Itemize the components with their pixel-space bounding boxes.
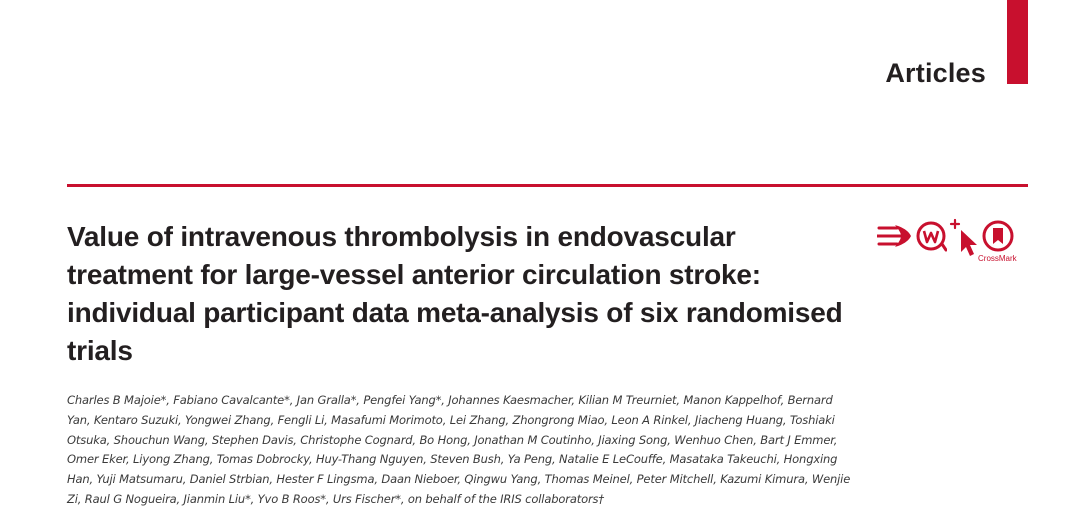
web-first-icon [915,220,947,252]
journal-color-tab [1007,0,1028,84]
article-title: Value of intravenous thrombolysis in endovascular treatment for large-vessel anterior circulation stroke: individual participant data meta-analysis of six randomised trials [67,221,843,366]
article-badges [877,218,1027,266]
section-label: Articles [885,58,986,88]
cursor-click-icon [949,218,977,258]
crossmark-label: CrossMark [978,254,1017,263]
crossmark-icon [982,220,1014,252]
lancet-fast-track-icon [877,222,913,250]
author-list: Charles B Majoie*, Fabiano Cavalcante*, Jan Gralla*, Pengfei Yang*, Johannes Kaesmacher, Kilian M Treurniet, Manon Kappelhof, Bernard Yan, Kentaro Suzuki, Yongwei Zhang, Fengli Li, Masafumi Morimoto, Lei Zhang, Zhongrong Miao, Leon A Rinkel, Jiacheng Huang, Toshiaki Otsuka, Shouchun Wang, Stephen Davis, Christophe Cognard, Bo Hong, Jonathan M Coutinho, Jiaxing Song, Wenhuo Chen, Bart J Emmer, Omer Eker, Liyong Zhang, Tomas Dobrocky, Huy-Thang Nguyen, Steven Bush, Ya Peng, Natalie E LeCouffe, Masataka Takeuchi, Hongxing Han, Yuji Matsumaru, Daniel Strbian, Hester F Lingsma, Daan Nieboer, Qingwu Yang, Thomas Meinel, Peter Mitchell, Kazumi Kimura, Wenjie Zi, Raul G Nogueira, Jianmin Liu*, Yvo B Roos*, Urs Fischer*, on behalf of the IRIS collaborators† [67,393,851,506]
header-divider [67,184,1028,187]
